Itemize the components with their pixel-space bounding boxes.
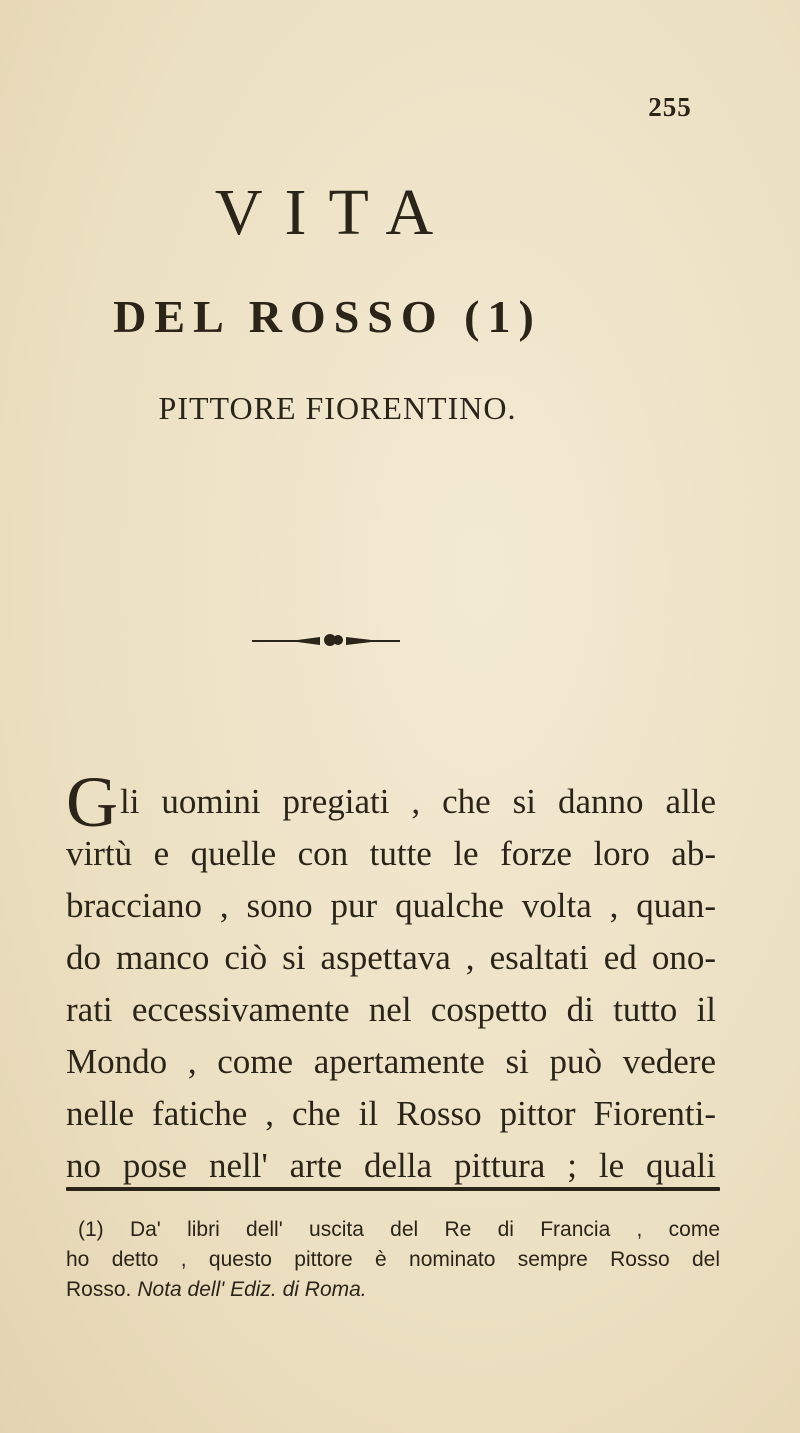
text-line	[66, 1140, 716, 1192]
text-line	[66, 828, 716, 880]
footnote-rosso: Rosso.	[66, 1278, 132, 1301]
footnote-line-1: (1) Da' libri dell' uscita del Re di Francia , come	[78, 1218, 720, 1241]
footnote-line-2: ho detto , questo pittore è nominato sempre Rosso del	[66, 1248, 720, 1271]
text-line-8: no pose nell' arte della pittura ; le quali	[66, 1146, 716, 1185]
text-line-3: bracciano , sono pur qualche volta , quan-	[66, 886, 716, 925]
text-line	[66, 984, 716, 1036]
text-line	[66, 880, 716, 932]
text-line-7: nelle fatiche , che il Rosso pittor Fiorenti-	[66, 1094, 716, 1133]
text-line-2: virtù e quelle con tutte le forze loro ab-	[66, 834, 716, 873]
text-line	[66, 932, 716, 984]
text-line	[66, 762, 716, 842]
footnote	[66, 1215, 720, 1305]
text-line-5: rati eccessivamente nel cospetto di tutto il	[66, 990, 716, 1029]
footnote-line-3	[66, 1275, 720, 1305]
drop-cap: G	[66, 762, 118, 842]
body-paragraph	[66, 762, 716, 1192]
footnote-divider	[66, 1187, 720, 1191]
text-line	[66, 1088, 716, 1140]
text-line-content	[66, 762, 716, 842]
text-line-4: do manco ciò si aspettava , esaltati ed ono-	[66, 938, 716, 977]
page-number: 255	[648, 92, 692, 122]
text-line-1: li uomini pregiati , che si danno alle	[120, 782, 716, 821]
decorative-rule-icon	[250, 628, 430, 652]
title-vita: VITA	[214, 176, 456, 249]
text-line	[66, 1036, 716, 1088]
title-del-rosso: DEL ROSSO (1)	[113, 291, 542, 342]
text-line-6: Mondo , come apertamente si può vedere	[66, 1042, 716, 1081]
subtitle-pittore: PITTORE FIORENTINO.	[158, 390, 517, 426]
footnote-edition-note: Nota dell' Ediz. di Roma.	[137, 1278, 367, 1301]
